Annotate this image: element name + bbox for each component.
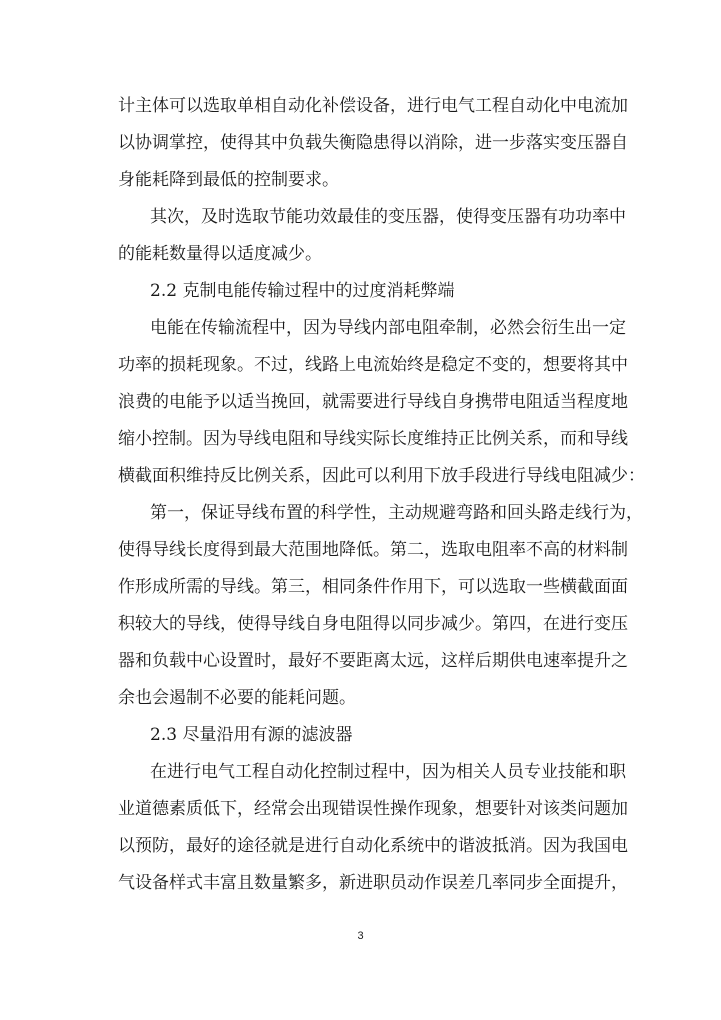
- text-line: 使得导线长度得到最大范围地降低。第二，选取电阻率不高的材料制: [118, 540, 628, 560]
- text-line: 气设备样式丰富且数量繁多，新进职员动作误差几率同步全面提升，: [118, 873, 628, 893]
- text-line: 第一，保证导线布置的科学性，主动规避弯路和回头路走线行为，: [150, 503, 643, 523]
- text-line: 其次，及时选取节能功效最佳的变压器，使得变压器有功功率中: [150, 207, 626, 227]
- text-line: 器和负载中心设置时，最好不要距离太远，这样后期供电速率提升之: [118, 651, 628, 671]
- text-line: 缩小控制。因为导线电阻和导线实际长度维持正比例关系，而和导线: [118, 429, 628, 449]
- section-heading: 2.2 克制电能传输过程中的过度消耗弊端: [150, 281, 455, 301]
- section-heading: 2.3 尽量沿用有源的滤波器: [150, 725, 353, 745]
- text-line: 以协调掌控，使得其中负载失衡隐患得以消除，进一步落实变压器自: [118, 133, 628, 153]
- page-number: 3: [357, 930, 364, 942]
- text-line: 的能耗数量得以适度减少。: [118, 244, 322, 264]
- text-line: 电能在传输流程中，因为导线内部电阻牵制，必然会衍生出一定: [150, 318, 626, 338]
- text-line: 身能耗降到最低的控制要求。: [118, 170, 339, 190]
- text-line: 横截面积维持反比例关系，因此可以利用下放手段进行导线电阻减少：: [118, 466, 645, 486]
- text-line: 在进行电气工程自动化控制过程中，因为相关人员专业技能和职: [150, 762, 626, 782]
- text-line: 计主体可以选取单相自动化补偿设备，进行电气工程自动化中电流加: [118, 96, 628, 116]
- text-line: 余也会遏制不必要的能耗问题。: [118, 688, 356, 708]
- text-line: 业道德素质低下，经常会出现错误性操作现象，想要针对该类问题加: [118, 799, 628, 819]
- text-line: 功率的损耗现象。不过，线路上电流始终是稳定不变的，想要将其中: [118, 355, 628, 375]
- text-line: 作形成所需的导线。第三，相同条件作用下，可以选取一些横截面面: [118, 577, 628, 597]
- text-line: 浪费的电能予以适当挽回，就需要进行导线自身携带电阻适当程度地: [118, 392, 628, 412]
- text-line: 以预防，最好的途径就是进行自动化系统中的谐波抵消。因为我国电: [118, 836, 628, 856]
- text-line: 积较大的导线，使得导线自身电阻得以同步减少。第四，在进行变压: [118, 614, 628, 634]
